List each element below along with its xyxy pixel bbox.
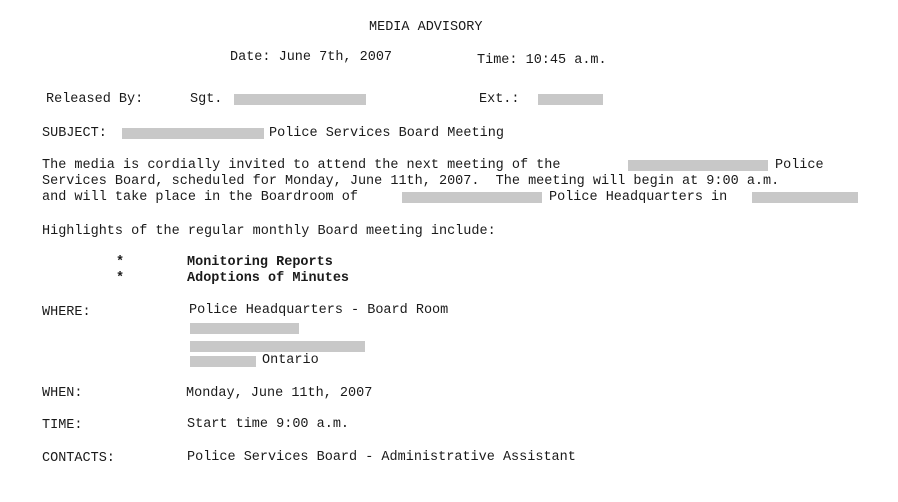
redacted-hq-city [402, 192, 542, 203]
subject-text: Police Services Board Meeting [269, 126, 504, 141]
where-province: Ontario [262, 353, 319, 368]
where-line-1: Police Headquarters - Board Room [189, 303, 449, 318]
released-by-rank: Sgt. [190, 92, 223, 107]
highlight-item-1: Monitoring Reports [187, 255, 333, 270]
redacted-city [190, 356, 256, 367]
where-label: WHERE: [42, 305, 91, 320]
highlights-intro: Highlights of the regular monthly Board meeting include: [42, 224, 496, 239]
redacted-board-name [628, 160, 768, 171]
body-line-1-end: Police [775, 158, 824, 173]
when-value: Monday, June 11th, 2007 [186, 386, 373, 401]
redacted-address-line-2 [190, 341, 365, 352]
highlight-item-2: Adoptions of Minutes [187, 271, 350, 286]
time-label: TIME: [42, 418, 83, 433]
body-line-1: The media is cordially invited to attend the next meeting of the [42, 158, 561, 173]
bullet-1: * [116, 255, 125, 270]
redacted-address-line-1 [190, 323, 299, 334]
bullet-2: * [116, 271, 125, 286]
redacted-officer-name [234, 94, 366, 105]
body-line-3-mid: Police Headquarters in [549, 190, 728, 205]
time-value: Start time 9:00 a.m. [187, 417, 350, 432]
advisory-time: Time: 10:45 a.m. [477, 53, 607, 68]
contacts-value: Police Services Board - Administrative Assistant [187, 450, 576, 465]
advisory-date: Date: June 7th, 2007 [230, 50, 393, 65]
when-label: WHEN: [42, 386, 83, 401]
redacted-extension [538, 94, 603, 105]
released-by-label: Released By: [46, 92, 144, 107]
body-line-3-start: and will take place in the Boardroom of [42, 190, 358, 205]
document-title: MEDIA ADVISORY [369, 20, 483, 35]
redacted-subject-prefix [122, 128, 264, 139]
contacts-label: CONTACTS: [42, 451, 115, 466]
subject-label: SUBJECT: [42, 126, 107, 141]
extension-label: Ext.: [479, 92, 520, 107]
body-line-2: Services Board, scheduled for Monday, June 11th, 2007. The meeting will begin at 9:00 a.m. [42, 174, 780, 189]
redacted-location [752, 192, 858, 203]
